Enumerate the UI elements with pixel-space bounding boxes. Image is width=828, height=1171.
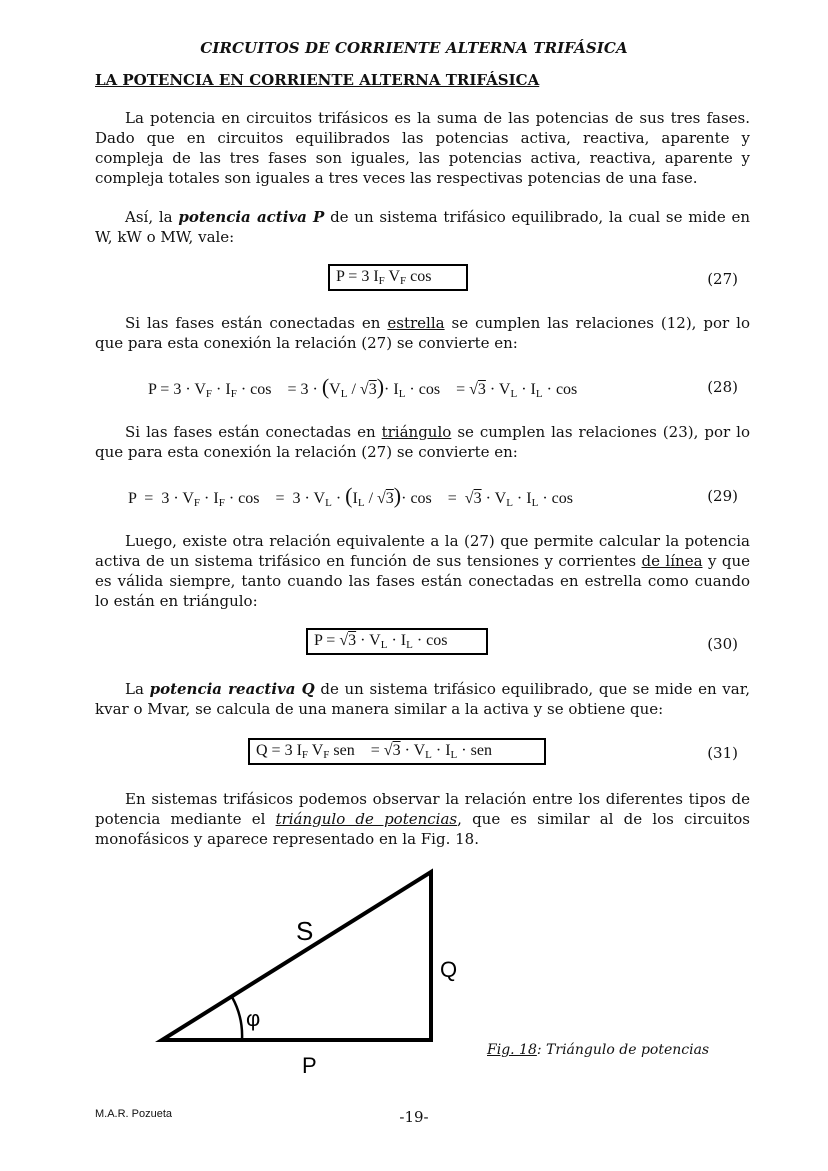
paragraph-reactive-power: La potencia reactiva Q de un sistema trifásico equilibrado, que se mide en var, kvar o Mvar, se calcula de una manera similar a la activa y se obtiene que: [95, 680, 750, 718]
power-triangle-figure [150, 860, 480, 1080]
label-s: S [296, 916, 314, 946]
label-p: P [302, 1053, 317, 1078]
paragraph-line-values: Luego, existe otra relación equivalente a la (27) que permite calcular la potencia activa de un sistema trifásico en función de sus tensiones y corrientes de línea y que es válida siempre, tanto cuando las fases están conectadas en estrella como cuando lo están en triángulo: [95, 532, 750, 610]
equation-number-28: (28) [707, 378, 738, 396]
power-triangle [162, 872, 431, 1040]
paragraph-active-power: Así, la potencia activa P de un sistema trifásico equilibrado, la cual se mide en W, kW o MW, vale: [95, 208, 751, 246]
equation-27: P = 3 $I_F$ $V_F$ cos [328, 264, 468, 291]
page-header: CIRCUITOS DE CORRIENTE ALTERNA TRIFÁSICA [200, 39, 628, 57]
angle-arc [232, 997, 242, 1040]
equation-30: $P = √3 \cdot V_L \cdot I_L \cdot \cos$ [306, 628, 488, 655]
equation-number-29: (29) [707, 487, 738, 505]
paragraph-intro: La potencia en circuitos trifásicos es la suma de las potencias de sus tres fases. Dado que en circuitos equilibrados las potencias activa, reactiva, aparente y compleja de las tres fases son iguales, las potencias activa, reactiva, aparente y compleja totales son iguales a tres veces las respectivas potencias de una fase. [95, 109, 750, 187]
paragraph-delta: Si las fases están conectadas en triángulo se cumplen las relaciones (23), por lo que para esta conexión la relación (27) se convierte en: [95, 423, 750, 461]
page-number: -19- [399, 1108, 429, 1126]
equation-29: $P = 3 \cdot V_F \cdot I_F \cdot \cos$ = $3 \cdot V_L \cdot (I_L / √3)\cdot \cos$ = $√3 \cdot V_L \cdot I_L \cdot \cos$ [128, 483, 573, 509]
paragraph-star: Si las fases están conectadas en estrella se cumplen las relaciones (12), por lo que para esta conexión la relación (27) se convierte en: [95, 314, 750, 352]
paragraph-power-triangle: En sistemas trifásicos podemos observar la relación entre los diferentes tipos de potencia mediante el triángulo de potencias, que es similar al de los circuitos monofásicos y aparece representado en la Fig. 18. [95, 790, 751, 848]
section-title: LA POTENCIA EN CORRIENTE ALTERNA TRIFÁSICA [95, 71, 540, 89]
equation-28: $P = 3 \cdot V_F \cdot I_F \cdot \cos$ = $3 \cdot (V_L / √3)\cdot I_L \cdot \cos$ = $√3 \cdot V_L \cdot I_L \cdot \cos$ [148, 374, 578, 400]
equation-31: Q = 3 $I_F$ $V_F$ sen = $√3 \cdot V_L \cdot I_L$ · sen [248, 738, 546, 765]
equation-number-31: (31) [707, 744, 738, 762]
equation-number-27: (27) [707, 270, 738, 288]
label-q: Q [440, 957, 458, 982]
footer-author: M.A.R. Pozueta [95, 1108, 173, 1120]
figure-caption: Fig. 18: Triángulo de potencias [487, 1042, 710, 1058]
equation-number-30: (30) [707, 635, 738, 653]
label-phi: φ [246, 1006, 261, 1031]
